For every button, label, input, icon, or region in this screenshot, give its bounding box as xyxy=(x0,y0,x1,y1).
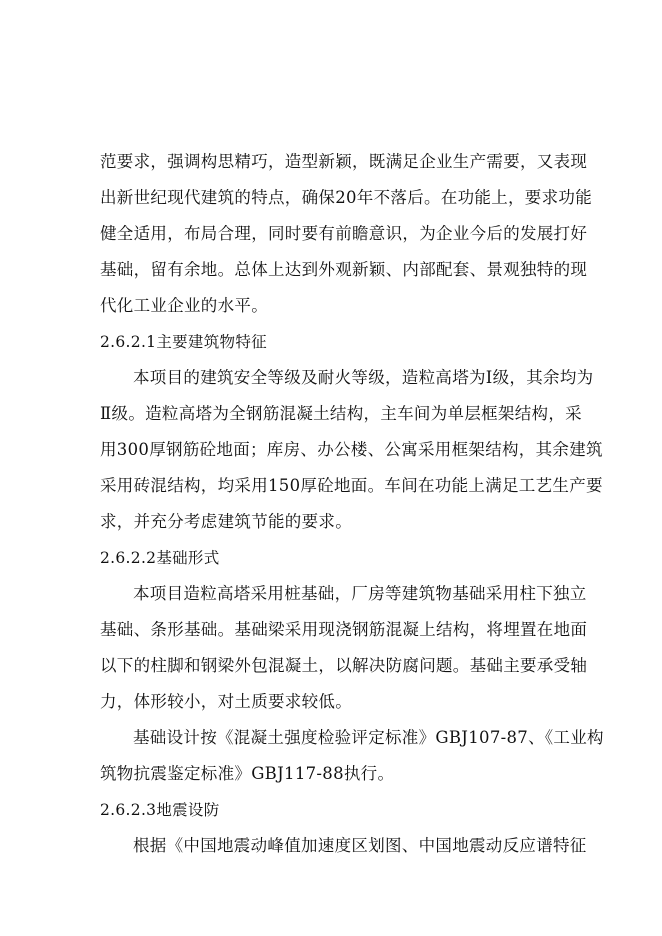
section-heading-seismic: 2.6.2.3地震设防 xyxy=(100,801,220,819)
text-line: 本项目造粒高塔采用桩基础，厂房等建筑物基础采用柱下独立 xyxy=(133,584,587,603)
text-line: 代化工业企业的水平。 xyxy=(100,296,268,315)
section-heading-foundation: 2.6.2.2基础形式 xyxy=(100,549,220,567)
text-line: 基础、条形基础。基础梁采用现浇钢筋混凝上结构，将埋置在地面 xyxy=(100,620,588,639)
text-line: 基础设计按《混凝土强度检验评定标准》GBJ107-87、《工业构 xyxy=(133,728,604,747)
text-line: 健全适用，布局合理，同时要有前瞻意识，为企业今后的发展打好 xyxy=(100,224,588,243)
text-line: 出新世纪现代建筑的特点，确保20年不落后。在功能上，要求功能 xyxy=(100,188,592,207)
text-line: 根据《中国地震动峰值加速度区划图、中国地震动反应谱特征 xyxy=(133,836,587,855)
text-line: 用300厚钢筋砼地面；库房、办公楼、公寓采用框架结构，其余建筑 xyxy=(100,440,603,459)
text-line: 范要求，强调构思精巧，造型新颖，既满足企业生产需要，又表现 xyxy=(100,152,588,171)
text-line: 采用砖混结构，均采用150厚砼地面。车间在功能上满足工艺生产要 xyxy=(100,476,603,495)
text-line: Ⅱ级。造粒高塔为全钢筋混凝土结构，主车间为单层框架结构，采 xyxy=(100,404,582,423)
text-line: 力，体形较小，对土质要求较低。 xyxy=(100,692,352,711)
text-line: 以下的柱脚和钢梁外包混凝土，以解决防腐问题。基础主要承受轴 xyxy=(100,656,588,675)
text-line: 本项目的建筑安全等级及耐火等级，造粒高塔为Ⅰ级，其余均为 xyxy=(133,368,594,387)
section-heading-building-features: 2.6.2.1主要建筑物特征 xyxy=(100,333,267,351)
text-line: 基础，留有余地。总体上达到外观新颖、内部配套、景观独特的现 xyxy=(100,260,588,279)
text-line: 筑物抗震鉴定标准》GBJ117-88执行。 xyxy=(100,764,395,783)
text-line: 求，并充分考虑建筑节能的要求。 xyxy=(100,512,352,531)
